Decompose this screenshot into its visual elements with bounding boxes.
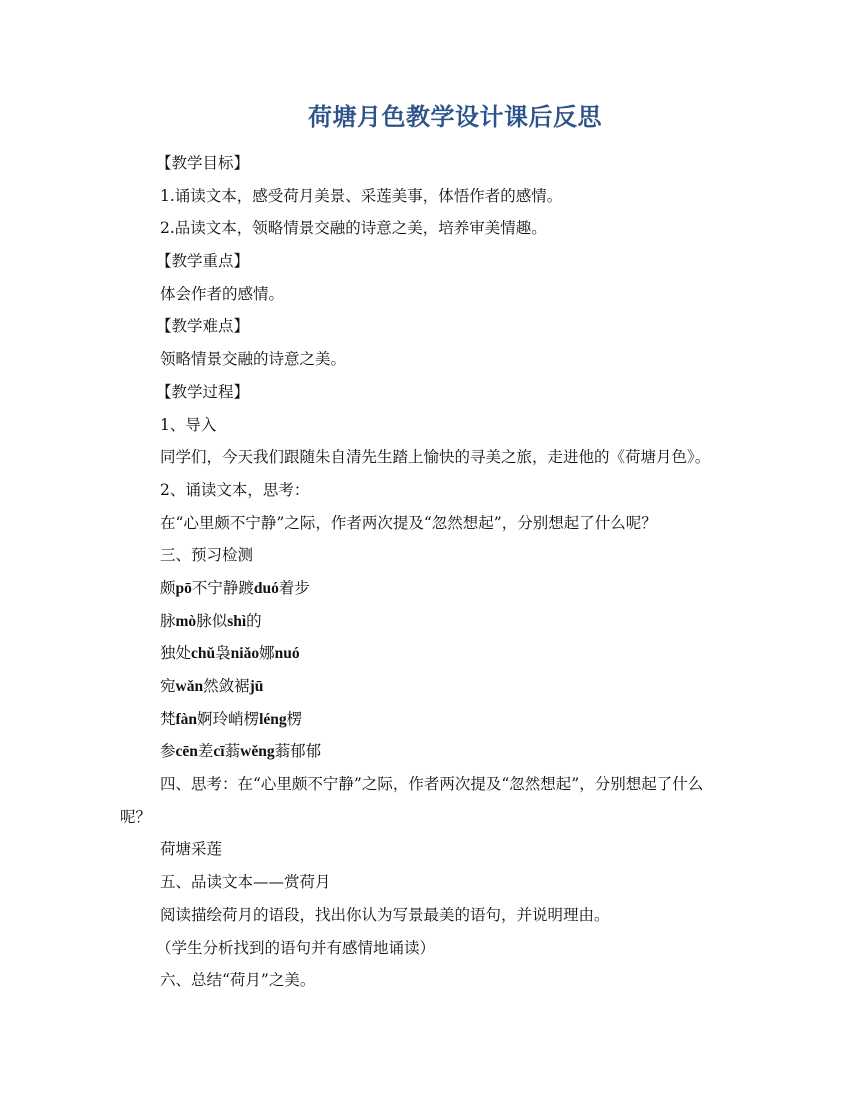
- pinyin-annotation: duó: [253, 579, 279, 597]
- document-body: [120, 147, 740, 997]
- text-line: 【教学目标】: [156, 154, 250, 172]
- text-line: 同学们，今天我们跟随朱自清先生踏上愉快的寻美之旅，走进他的《荷塘月色》。: [160, 448, 711, 467]
- text-line: 在“心里颇不宁静”之际，作者两次提及“忽然想起”，分别想起了什么呢？: [160, 513, 657, 532]
- text-line: 1.诵读文本，感受荷月美景、采莲美事，体悟作者的感情。: [160, 186, 563, 205]
- text-line: 【教学过程】: [156, 382, 250, 401]
- pinyin-annotation: niǎo: [230, 645, 260, 663]
- pinyin-annotation: jū: [249, 678, 264, 695]
- text-line: 2.品读文本，领略情景交融的诗意之美，培养审美情趣。: [160, 219, 547, 238]
- text-line: 颇pō不宁静踱duó着步: [160, 578, 310, 597]
- text-line: 1、导入: [160, 415, 217, 434]
- pinyin-annotation: mò: [175, 612, 197, 630]
- text-line: 阅读描绘荷月的语段，找出你认为写景最美的语句，并说明理由。: [160, 905, 610, 924]
- pinyin-annotation: wěng: [240, 743, 275, 761]
- pinyin-annotation: cī: [213, 743, 225, 761]
- pinyin-annotation: fàn: [175, 710, 198, 728]
- pinyin-annotation: pō: [175, 579, 192, 597]
- page-title: 荷塘月色教学设计课后反思: [308, 102, 602, 131]
- text-line: 六、总结“荷月”之美。: [160, 971, 316, 990]
- text-line: 五、品读文本——赏荷月: [160, 873, 331, 892]
- text-line: 领略情景交融的诗意之美。: [160, 350, 347, 369]
- text-line: 梵fàn婀玲峭楞léng楞: [160, 709, 303, 728]
- text-line: 呢？: [120, 807, 152, 826]
- text-line: 脉mò脉似shì的: [160, 611, 262, 630]
- pinyin-annotation: shì: [227, 612, 247, 630]
- text-line: 荷塘采莲: [160, 840, 223, 859]
- pinyin-annotation: léng: [259, 710, 287, 728]
- text-line: 独处chǔ袅niǎo娜nuó: [160, 644, 300, 663]
- pinyin-annotation: nuó: [274, 645, 300, 663]
- text-line: 宛wǎn然敛裾jū: [160, 677, 264, 695]
- text-line: 2、诵读文本，思考：: [160, 480, 310, 499]
- text-line: （学生分析找到的语句并有感情地诵读）: [156, 938, 436, 957]
- text-line: 参cēn差cī蓊wěng蓊郁郁: [160, 742, 322, 761]
- pinyin-annotation: wǎn: [175, 678, 204, 695]
- pinyin-annotation: cēn: [175, 743, 198, 761]
- text-line: 【教学难点】: [156, 317, 250, 336]
- text-line: 【教学重点】: [156, 252, 250, 271]
- text-line: 三、预习检测: [160, 546, 254, 565]
- text-line: 四、思考：在“心里颇不宁静”之际，作者两次提及“忽然想起”，分别想起了什么: [160, 775, 704, 794]
- text-line: 体会作者的感情。: [160, 284, 285, 303]
- pinyin-annotation: chǔ: [191, 645, 216, 663]
